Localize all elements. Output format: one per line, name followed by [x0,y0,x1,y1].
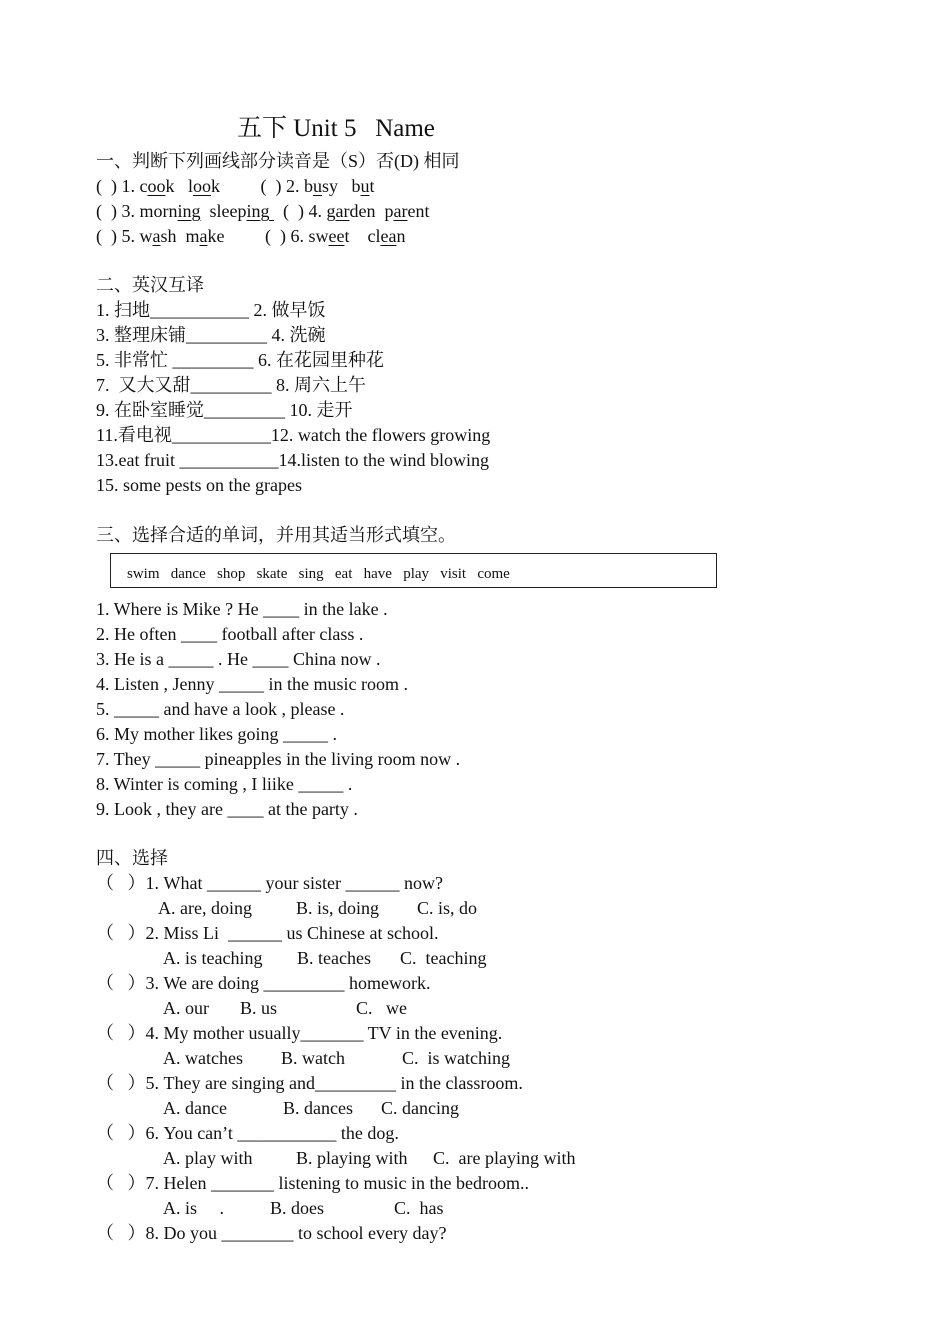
fill-blank-item: 8. Winter is coming , I liike _____ . [96,774,353,794]
underlined-letters: oo [193,176,211,196]
choice-option-c: C. has [394,1198,444,1218]
choice-option-b: B. playing with [296,1148,408,1168]
fill-blank-item: 9. Look , they are ____ at the party . [96,799,358,819]
translation-item: 15. some pests on the grapes [96,475,302,495]
choice-option-c: C. teaching [400,948,487,968]
word-bank: swim dance shop skate sing eat have play visit come [127,566,510,582]
section3-heading: 三、选择合适的单词，并用其适当形式填空。 [96,525,456,545]
underlined-letters: ar [393,201,408,221]
fill-blank-item: 5. _____ and have a look , please . [96,699,345,719]
row-text: den p [349,201,394,221]
fill-blank-item: 3. He is a _____ . He ____ China now . [96,649,381,669]
section2-heading: 二、英汉互译 [96,275,204,295]
underlined-letters: ar [335,201,350,221]
choice-question: （ ）7. Helen _______ listening to music in the bedroom.. [96,1173,529,1193]
section4-heading: 四、选择 [96,848,168,868]
word-bank-box [110,553,717,588]
underlined-letters: a [199,226,208,246]
row-text: t cl [344,226,381,246]
choice-question: （ ）8. Do you ________ to school every day? [96,1223,447,1243]
underlined-letters: u [313,176,322,196]
row-text: ( ) 4. g [274,201,336,221]
underlined-letters: ing [177,201,201,221]
choice-option-c: C. is, do [417,898,478,918]
row-text: k l [165,176,193,196]
choice-option-b: B. is, doing [296,898,380,918]
underlined-letters: ee [328,226,345,246]
choice-option-a: A. are, doing [158,898,252,918]
choice-option-c: C. is watching [402,1048,510,1068]
translation-item: 5. 非常忙 _________ 6. 在花园里种花 [96,350,384,370]
translation-item: 13.eat fruit ___________14.listen to the wind blowing [96,450,489,470]
choice-question: （ ）5. They are singing and_________ in the classroom. [96,1073,523,1093]
fill-blank-item: 6. My mother likes going _____ . [96,724,337,744]
row-text: ( ) 3. morn [96,201,178,221]
row-text: sleep [200,201,247,221]
pronunciation-row [96,224,405,248]
underlined-letters: ing [246,201,274,221]
choice-option-c: C. dancing [381,1098,459,1118]
row-text: ke ( ) 6. sw [207,226,329,246]
choice-option-c: C. are playing with [433,1148,576,1168]
translation-item: 11.看电视___________12. watch the flowers growing [96,425,491,445]
fill-blank-item: 2. He often ____ football after class . [96,624,364,644]
row-text: ( ) 1. c [96,176,148,196]
underlined-letters: a [152,226,161,246]
choice-option-a: A. play with [163,1148,253,1168]
choice-question: （ ）2. Miss Li ______ us Chinese at school. [96,923,439,943]
choice-option-b: B. does [270,1198,324,1218]
row-text: ent [407,201,430,221]
pronunciation-row [96,199,429,223]
section1-heading: 一、判断下列画线部分读音是（S）否(D) 相同 [96,151,460,171]
row-text: sy b [322,176,361,196]
choice-question: （ ）4. My mother usually_______ TV in the evening. [96,1023,503,1043]
underlined-letters: u [360,176,370,196]
choice-option-a: A. our [163,998,209,1018]
choice-option-a: A. dance [163,1098,227,1118]
row-text: sh m [160,226,200,246]
underlined-letters: oo [147,176,166,196]
fill-blank-item: 7. They _____ pineapples in the living room now . [96,749,461,769]
pronunciation-row [96,174,375,198]
fill-blank-item: 1. Where is Mike ? He ____ in the lake . [96,599,388,619]
underlined-letters: ea [380,226,397,246]
translation-item: 1. 扫地___________ 2. 做早饭 [96,300,326,320]
choice-question: （ ）3. We are doing _________ homework. [96,973,431,993]
choice-option-a: A. is teaching [163,948,263,968]
choice-question: （ ）1. What ______ your sister ______ now? [96,873,443,893]
choice-option-a: A. is . [163,1198,225,1218]
translation-item: 7. 又大又甜_________ 8. 周六上午 [96,375,366,395]
row-text: t [369,176,375,196]
row-text: n [396,226,406,246]
choice-option-b: B. dances [283,1098,353,1118]
row-text: ( ) 5. w [96,226,153,246]
choice-option-b: B. watch [281,1048,345,1068]
row-text: k ( ) 2. b [211,176,313,196]
translation-item: 3. 整理床铺_________ 4. 洗碗 [96,325,326,345]
fill-blank-item: 4. Listen , Jenny _____ in the music room . [96,674,408,694]
choice-option-a: A. watches [163,1048,243,1068]
choice-option-c: C. we [356,998,407,1018]
choice-option-b: B. us [240,998,278,1018]
page-title: 五下 Unit 5 Name [237,115,435,142]
translation-item: 9. 在卧室睡觉_________ 10. 走开 [96,400,353,420]
choice-option-b: B. teaches [297,948,371,968]
choice-question: （ ）6. You can’t ___________ the dog. [96,1123,399,1143]
